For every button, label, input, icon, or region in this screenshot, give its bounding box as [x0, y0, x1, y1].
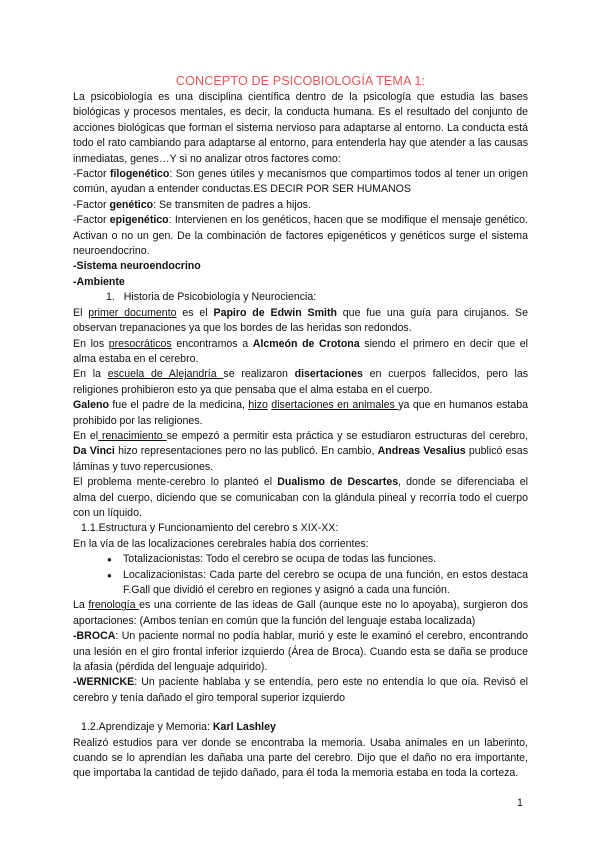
- paragraph-papiro: El primer documento es el Papiro de Edwin Smith que fue una guía para cirujanos. Se observan trepanaciones ya que los bordes de las heridas son redondos.: [73, 306, 528, 335]
- paragraph-galeno: Galeno fue el padre de la medicina, hizo disertaciones en animales ya que en humanos estaba prohibido por las religiones.: [73, 399, 528, 427]
- corrientes-list: [73, 552, 528, 598]
- paragraph-dualismo: El problema mente-cerebro lo planteó el Dualismo de Descartes, donde se diferenciaba el alma del cuerpo, diciendo que se comunicaban con la glándula pineal y recorría todo el cuerpo con un líquido.: [73, 476, 528, 519]
- spacer: [73, 706, 528, 720]
- paragraph-lashley: Realizó estudios para ver donde se encontraba la memoria. Usaba animales en un laberinto, cuando se lo aprendían les dañaba una parte del cerebro. Dijo que el daño no era importante, que importaba la cantidad de tejido dañado, para él toda la memoria estaba en toda la corteza.: [73, 736, 528, 780]
- ambiente: -Ambiente: [73, 275, 125, 288]
- factor-epigenetico: -Factor epigenético: Intervienen en los genéticos, hacen que se modifique el mensaje genético. Activan o no un gen. De la combinación de factores epigenéticos y genéticos surge el sistema neuroendocrino.: [73, 214, 528, 258]
- paragraph-broca: -BROCA: Un paciente normal no podía hablar, murió y este le examinó el cerebro, encontrando una lesión en el giro frontal inferior izquierdo (Área de Broca). Cuando esta se daña se produce la afasia (pérdida del lenguaje adquirido).: [73, 630, 528, 674]
- section-1-1-heading: 1.1.Estructura y Funcionamiento del cerebro s XIX-XX:: [81, 522, 339, 535]
- paragraph-renacimiento: En el renacimiento se empezó a permitir esta práctica y se estudiaron estructuras del cerebro, Da Vinci hizo representaciones pero no las publicó. En cambio, Andreas Vesalius publicó esas láminas y tuvo repercusiones.: [73, 429, 528, 473]
- page-number: 1: [517, 797, 523, 809]
- paragraph-wernicke: -WERNICKE: Un paciente hablaba y se entendía, pero este no entendía lo que oía. Revisó el cerebro y tenía dañado el giro temporal superior izquierdo: [73, 676, 528, 704]
- section-1-heading: 1. Historia de Psicobiología y Neurociencia:: [106, 291, 317, 304]
- paragraph-frenologia: La frenología es una corriente de las ideas de Gall (aunque este no lo apoyaba), surgieron dos aportaciones: (Ambos tenían en común que la función del lenguaje estaba localizada): [73, 599, 528, 627]
- factor-filogenetico: -Factor filogenético: Son genes útiles y mecanismos que compartimos todos al tener un origen común, ayudan a entender conductas.ES DECIR POR SER HUMANOS: [73, 168, 528, 196]
- paragraph-alejandria: En la escuela de Alejandría se realizaron disertaciones en cuerpos fallecidos, pero las religiones prohibieron esto ya que pensaba que el alma estaba en el cuerpo.: [73, 368, 529, 396]
- factor-genetico: -Factor genético: Se transmiten de padres a hijos.: [73, 198, 311, 211]
- sistema-neuroendocrino: -Sistema neuroendocrino: [73, 260, 201, 273]
- list-item: ● Totalizacionistas: Todo el cerebro se ocupa de todas las funciones.: [107, 552, 528, 567]
- page-title: CONCEPTO DE PSICOBIOLOGÍA TEMA 1:: [175, 74, 426, 88]
- paragraph-via: En la vía de las localizaciones cerebrales había dos corrientes:: [73, 537, 369, 550]
- section-1-2-heading: 1.2.Aprendizaje y Memoria: Karl Lashley: [81, 721, 276, 734]
- intro-paragraph: La psicobiología es una disciplina científica dentro de la psicología que estudia las bases biológicas y procesos mentales, es decir, la conducta humana. Es el resultado del conjunto de acciones biológicas que forman el sistema nervioso para adaptarse al entorno. La conducta está todo el rato cambiando para adaptarse al entorno, para entenderla hay que atender a las causas inmediatas, genes…Y si no analizar otros factores como:: [73, 91, 528, 165]
- paragraph-presocraticos: En los presocráticos encontramos a Alcmeón de Crotona siendo el primero en decir que el alma estaba en el cerebro.: [73, 337, 528, 365]
- document-body: [73, 73, 528, 782]
- list-item: ● Localizacionistas: Cada parte del cerebro se ocupa de una función, en estos destaca F.Gall que dividió el cerebro en regiones y asignó a cada una función.: [107, 568, 528, 599]
